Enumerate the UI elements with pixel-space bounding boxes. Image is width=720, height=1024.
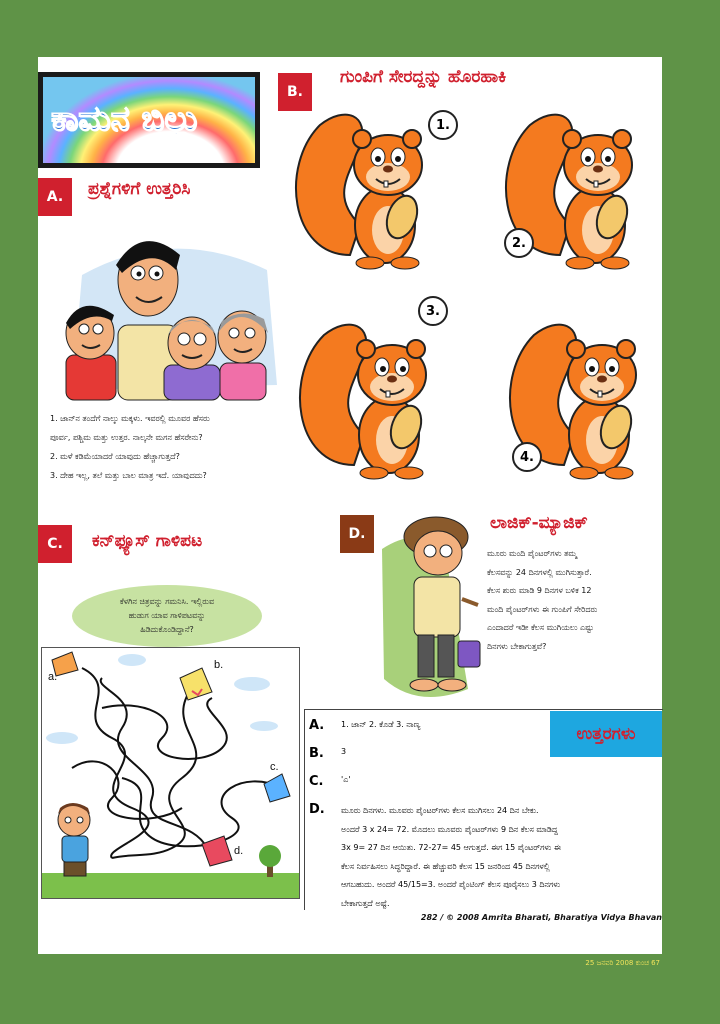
prompt-line: ಹುಡುಗ ಯಾವ ಗಾಳಿಪಟವನ್ನು [128,611,206,620]
squirrel-part [563,130,581,148]
squirrel-part [357,340,375,358]
section-a-badge: A. [38,178,72,216]
section-b-badge: B. [278,73,312,111]
squirrel-part [383,166,393,173]
squirrel-part [400,366,406,372]
problem-line: ಕೆಲಸ ಶುರು ಮಾಡಿ 9 ದಿನಗಳ ಬಳಿಕ 12 [487,586,592,595]
answer-b-letter: B. [309,746,324,761]
squirrel-part [617,340,635,358]
answer-d-line: ಮೂರು ದಿನಗಳು. ಮೂವರು ಪೈಂಟರ್‌ಗಳು ಕೆಲಸ ಮುಗಿಸಲು 24 ದಿನ ಬೇಕು. [341,806,539,815]
rainbow-logo-art [43,77,255,163]
painter-illustration [378,509,488,707]
magazine-logo [38,72,260,168]
squirrel-part [403,130,421,148]
section-d-problem [487,545,659,656]
answer-d-letter: D. [309,802,325,817]
kite-maze-drawing [42,648,299,898]
kite-maze [41,647,300,899]
squirrel-1-image [290,105,440,275]
problem-line: ಮಂದಿ ಪೈಂಟರ್‌ಗಳು ಈ ಗುಂಪಿಗೆ ಸೇರಿದರು [487,604,598,614]
answer-d-line: ಆಗಬಹುದು. ಅಂದರೆ 45/15=3. ಅಂದರೆ ಪೈಂಟಿಂಗ್ ಕೆಲಸ ಪೂರೈಸಲು 3 ದಿನಗಳು [341,880,561,889]
section-d-badge: D. [340,515,374,553]
kite-label-c: c. [270,761,279,773]
section-c-prompt-bubble [72,585,262,647]
problem-line: ದಿನಗಳು ಬೇಕಾಗುತ್ತವೆ? [487,641,547,651]
option-number-3: 3. [418,296,448,326]
kite-label-b: b. [214,659,224,671]
logo-title: ಕಾಮನ ಬಿಲ್ಲು [51,99,202,139]
squirrel-part [601,257,629,269]
squirrel-part [360,467,388,479]
answer-d-line: ಅಂದರೆ 3 x 24= 72. ಮೊದಲು ಮೂವರು ಪೈಂಟರ್‌ಗಳು 9 ದಿನ ಕೆಲಸ ಮಾಡಿದ್ದ [341,824,558,834]
section-a-heading: ಪ್ರಶ್ನೆಗಳಿಗೆ ಉತ್ತರಿಸಿ [88,179,191,199]
question-line: 2. ಮಳೆ ಕಡಿಮೆಯಾದರೆ ಯಾವುದು ಹೆಚ್ಚಾಗುತ್ತದೆ? [50,452,180,461]
squirrel-part [589,366,595,372]
question-line: 3. ದೇಹ ಇಲ್ಲ, ತಲೆ ಮತ್ತು ಬಾಲ ಮಾತ್ರ ಇದೆ. ಯಾವುದದು? [50,471,207,480]
prompt-line: ಹಿಡಿದುಕೊಂಡಿದ್ದಾನೆ? [140,625,194,634]
answer-b-text: 3 [341,747,347,756]
page-footer: 25 ಜನವರಿ 2008 ಕುಂಚ 67 [585,959,660,967]
problem-line: ಕೆಲಸವನ್ನು 24 ದಿನಗಳಲ್ಲಿ ಮುಗಿಸುತ್ತಾರೆ. [487,567,592,577]
squirrel-part [386,391,390,397]
answer-d-line: ಕೆಲಸ ನಿರ್ವಹಿಸಲು ಸಿದ್ಧರಿದ್ದಾರೆ. ಈ ಹೆಚ್ಚುವರಿ ಕೆಲಸ 15 ಜನರಿಂದ 45 ದಿನಗಳಲ್ಲಿ [341,861,550,871]
squirrel-part [300,325,366,465]
answer-d-text [341,802,641,913]
section-a-questions [50,409,310,485]
squirrel-part [570,467,598,479]
option-number-4: 4. [512,442,542,472]
section-c-badge: C. [38,525,72,563]
squirrel-part [605,467,633,479]
page [38,57,662,954]
squirrel-3-image [294,315,444,485]
squirrel-part [356,257,384,269]
squirrel-part [387,376,397,383]
question-line: ಪೂರ್ವ, ಪಶ್ಚಿಮ ಮತ್ತು ಉತ್ತರ. ನಾಲ್ಕನೇ ಮಗನ ಹೆಸರೇನು? [50,433,203,442]
answer-c-letter: C. [309,774,324,789]
squirrel-part [375,156,381,162]
squirrel-part [380,366,386,372]
section-d-heading: ಲಾಜಿಕ್-ಮ್ಯಾಜಿಕ್ [490,513,588,533]
section-b-heading: ಗುಂಪಿಗೆ ಸೇರದ್ದನ್ನು ಹೊರಹಾಕಿ [340,67,507,87]
squirrel-part [585,156,591,162]
answer-d-line: ಬೇಕಾಗುತ್ತದೆ ಅಷ್ಟೆ. [341,898,390,908]
option-number-2: 2. [504,228,534,258]
squirrel-part [598,391,602,397]
squirrel-part [353,130,371,148]
answer-a-text: 1. ಜಾನ್ 2. ಕೊಡೆ 3. ನಾಣ್ಯ [341,720,421,729]
squirrel-part [613,130,631,148]
kite-label-d: d. [234,845,244,857]
problem-line: ಎಂದಾದರೆ ಇಡೀ ಕೆಲಸ ಮುಗಿಯಲು ಎಷ್ಟು [487,623,594,632]
squirrel-part [566,257,594,269]
family-illustration [52,215,292,403]
squirrel-part [594,181,598,187]
problem-line: ಮೂರು ಮಂದಿ ಪೈಂಟರ್‌ಗಳು ತಮ್ಮ [487,549,577,558]
squirrel-part [391,257,419,269]
answers-title: ಉತ್ತರಗಳು [550,711,662,757]
kite-label-a: a. [48,671,58,683]
squirrel-part [296,115,362,255]
answers-panel [304,709,663,910]
copyright-credit: 282 / © 2008 Amrita Bharati, Bharatiya Vidya Bhavan [420,913,662,922]
squirrel-part [567,340,585,358]
squirrel-part [384,181,388,187]
squirrel-part [407,340,425,358]
question-line: 1. ಜಾನ್‌ನ ತಂದೆಗೆ ನಾಲ್ಕು ಮಕ್ಕಳು. ಇವರಲ್ಲಿ ಮೂವರ ಹೆಸರು [50,414,210,423]
squirrel-part [609,366,615,372]
prompt-line: ಕೆಳಗಿನ ಚಿತ್ರವನ್ನು ಗಮನಿಸಿ. ಇಲ್ಲಿರುವ [119,597,215,606]
squirrel-part [597,376,607,383]
squirrel-part [593,166,603,173]
answer-c-text: 'ಎ' [341,775,351,784]
squirrel-part [395,156,401,162]
squirrel-part [605,156,611,162]
option-number-1: 1. [428,110,458,140]
answer-d-line: 3x 9= 27 ದಿನ ಆಯಿತು. 72-27= 45 ಆಗುತ್ತದೆ. ಈಗ 15 ಪೈಂಟರ್‌ಗಳು ಈ [341,843,561,852]
section-c-heading: ಕನ್‌ಫ್ಯೂಸ್ ಗಾಳಿಪಟ [92,531,203,551]
answer-a-letter: A. [309,718,325,733]
squirrel-part [395,467,423,479]
